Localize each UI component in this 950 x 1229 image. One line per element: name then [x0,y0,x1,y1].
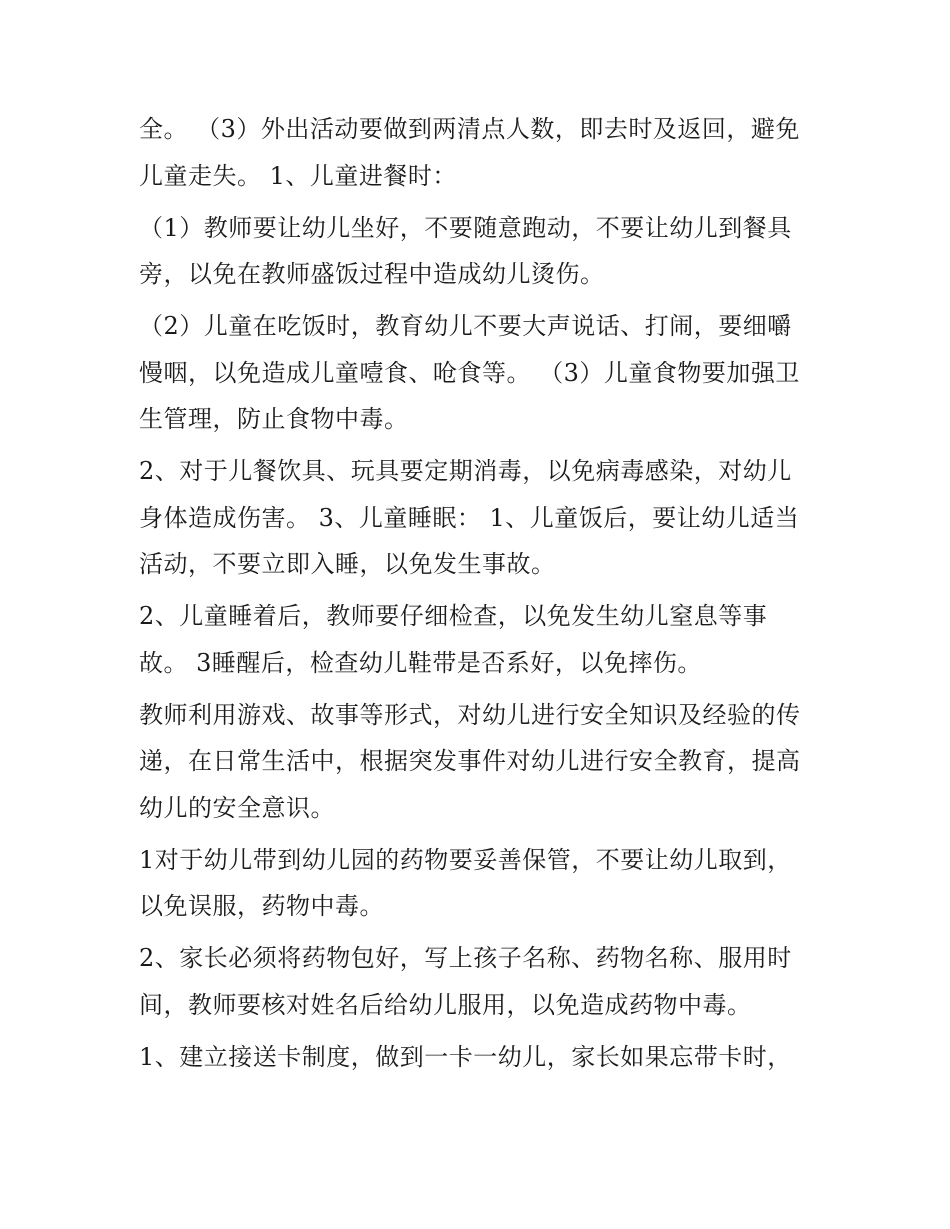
text-line: （2）儿童在吃饭时，教育幼儿不要大声说话、打闹，要细嚼 [139,312,792,340]
text-line: 2、家长必须将药物包好，写上孩子名称、药物名称、服用时 [139,944,792,972]
text-line: 身体造成伤害。 3、儿童睡眠： 1、儿童饭后，要让幼儿适当 [139,503,800,532]
text-line: 故。 3睡醒后，检查幼儿鞋带是否系好，以免摔伤。 [139,648,702,677]
text-line: 活动，不要立即入睡，以免发生事故。 [139,550,556,578]
text-line: 2、儿童睡着后，教师要仔细检查，以免发生幼儿窒息等事 [139,602,768,630]
text-line: 以免误服，药物中毒。 [139,892,384,920]
text-line: （1）教师要让幼儿坐好，不要随意跑动，不要让幼儿到餐具 [139,213,792,242]
text-line: 全。 （3）外出活动要做到两清点人数，即去时及返回，避免 [139,115,800,143]
text-line: 教师利用游戏、故事等形式，对幼儿进行安全知识及经验的传 [139,700,801,729]
text-line: 递，在日常生活中，根据突发事件对幼儿进行安全教育，提高 [139,747,801,775]
text-line: 生管理，防止食物中毒。 [139,405,409,433]
text-line: 旁，以免在教师盛饭过程中造成幼儿烫伤。 [139,260,605,288]
text-line: 2、对于儿餐饮具、玩具要定期消毒，以免病毒感染，对幼儿 [139,457,792,485]
text-line: 幼儿的安全意识。 [139,793,335,822]
document-body [139,106,819,1080]
text-line: 间，教师要核对姓名后给幼儿服用，以免造成药物中毒。 [139,990,752,1019]
text-line: 1、建立接送卡制度，做到一卡一幼儿，家长如果忘带卡时， [139,1042,792,1071]
text-line: 1对于幼儿带到幼儿园的药物要妥善保管，不要让幼儿取到， [139,845,792,874]
text-line: 慢咽，以免造成儿童噎食、呛食等。 （3）儿童食物要加强卫 [139,358,800,387]
text-line: 儿童走失。 1、儿童进餐时： [139,161,457,190]
